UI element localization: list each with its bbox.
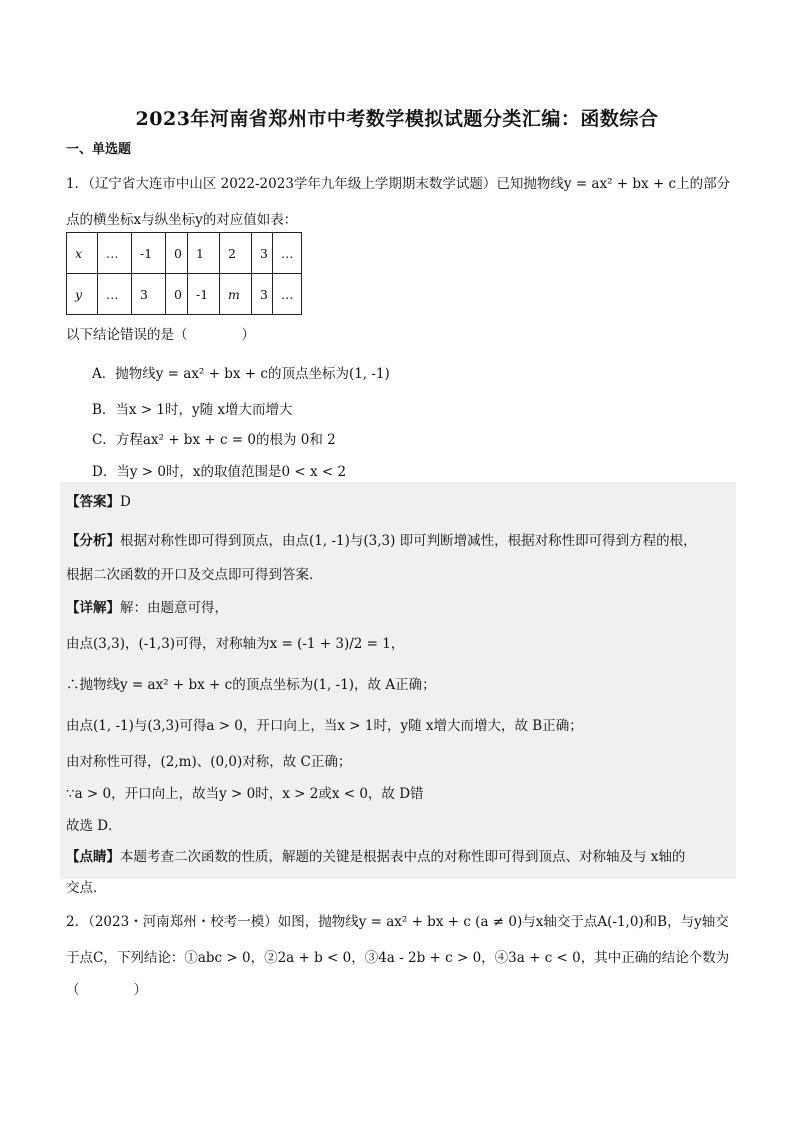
detail-label: 【详解】 — [66, 600, 120, 616]
q2-stem-line-2: 于点C，下列结论：①abc > 0，②2a + b < 0，③4a - 2b + c > 0，④3a + c < 0，其中正确的结论个数为 — [66, 950, 730, 966]
q1-stem-line-1: 1．（辽宁省大连市中山区 2022-2023学年九年级上学期期末数学试题）已知抛物线y = ax² + bx + c上的部分 — [66, 176, 731, 192]
analysis-label: 【分析】 — [66, 533, 120, 549]
answer-label: 【答案】 — [66, 494, 120, 510]
value-table — [66, 232, 302, 315]
detail-line: 由点(1, -1)与(3,3)可得a > 0，开口向上，当x > 1时，y随 x增大而增大，故 B正确； — [66, 718, 583, 734]
table-cell: 0 — [166, 274, 188, 315]
answer-value: D — [120, 494, 131, 510]
detail-line: ∴抛物线y = ax² + bx + c的顶点坐标为(1, -1)，故 A正确； — [66, 677, 436, 693]
table-cell: 3 — [252, 233, 273, 274]
table-cell: y — [67, 274, 98, 315]
table-cell: m — [220, 274, 252, 315]
table-cell: 0 — [166, 233, 188, 274]
table-cell: x — [67, 233, 98, 274]
detail-line: 由点(3,3)，(-1,3)可得，对称轴为x = (-1 + 3)/2 = 1， — [66, 636, 405, 652]
table-cell: 3 — [132, 274, 166, 315]
detail-line: ∵a > 0，开口向上，故当y > 0时，x > 2或x < 0，故 D错 — [66, 786, 424, 802]
q1-stem-line-2: 点的横坐标x与纵坐标y的对应值如表： — [66, 212, 298, 228]
document-title: 2023年河南省郑州市中考数学模拟试题分类汇编：函数综合 — [135, 108, 659, 130]
table-cell: … — [273, 274, 302, 315]
comment-text: 本题考查二次函数的性质，解题的关键是根据表中点的对称性即可得到顶点、对称轴及与 x轴的 — [120, 849, 686, 865]
q1-option-d: D．当y > 0时，x的取值范围是0 < x < 2 — [92, 464, 347, 480]
table-cell: 1 — [188, 233, 220, 274]
table-cell: 3 — [252, 274, 273, 315]
q1-option-b: B．当x > 1时，y随 x增大而增大 — [92, 402, 293, 418]
table-cell: … — [98, 233, 132, 274]
q2-stem-line-1: 2．（2023・河南郑州・校考一模）如图，抛物线y = ax² + bx + c (a ≠ 0)与x轴交于点A(-1,0)和B，与y轴交 — [66, 914, 729, 930]
table-cell: … — [273, 233, 302, 274]
table-row — [67, 274, 302, 315]
q1-prompt: 以下结论错误的是（ ） — [66, 327, 255, 343]
q1-option-a: A．抛物线y = ax² + bx + c的顶点坐标为(1, -1) — [92, 366, 390, 382]
comment-label: 【点睛】 — [66, 849, 120, 865]
analysis-text-2: 根据二次函数的开口及交点即可得到答案． — [66, 567, 323, 583]
table-cell: -1 — [132, 233, 166, 274]
table-cell: 2 — [220, 233, 252, 274]
table-cell: -1 — [188, 274, 220, 315]
q1-option-c: C．方程ax² + bx + c = 0的根为 0和 2 — [92, 432, 336, 448]
table-cell: … — [98, 274, 132, 315]
section-heading: 一、单选题 — [66, 142, 132, 157]
detail-intro: 解：由题意可得， — [120, 600, 228, 616]
table-row — [67, 233, 302, 274]
comment-text-2: 交点． — [66, 880, 107, 896]
q2-stem-line-3: （ ） — [66, 982, 147, 998]
detail-line: 由对称性可得，(2,m)、(0,0)对称，故 C正确； — [66, 754, 352, 770]
analysis-text: 根据对称性即可得到顶点，由点(1, -1)与(3,3) 即可判断增减性，根据对称性即可得到方程的根， — [120, 533, 697, 549]
detail-line: 故选 D． — [66, 818, 122, 834]
